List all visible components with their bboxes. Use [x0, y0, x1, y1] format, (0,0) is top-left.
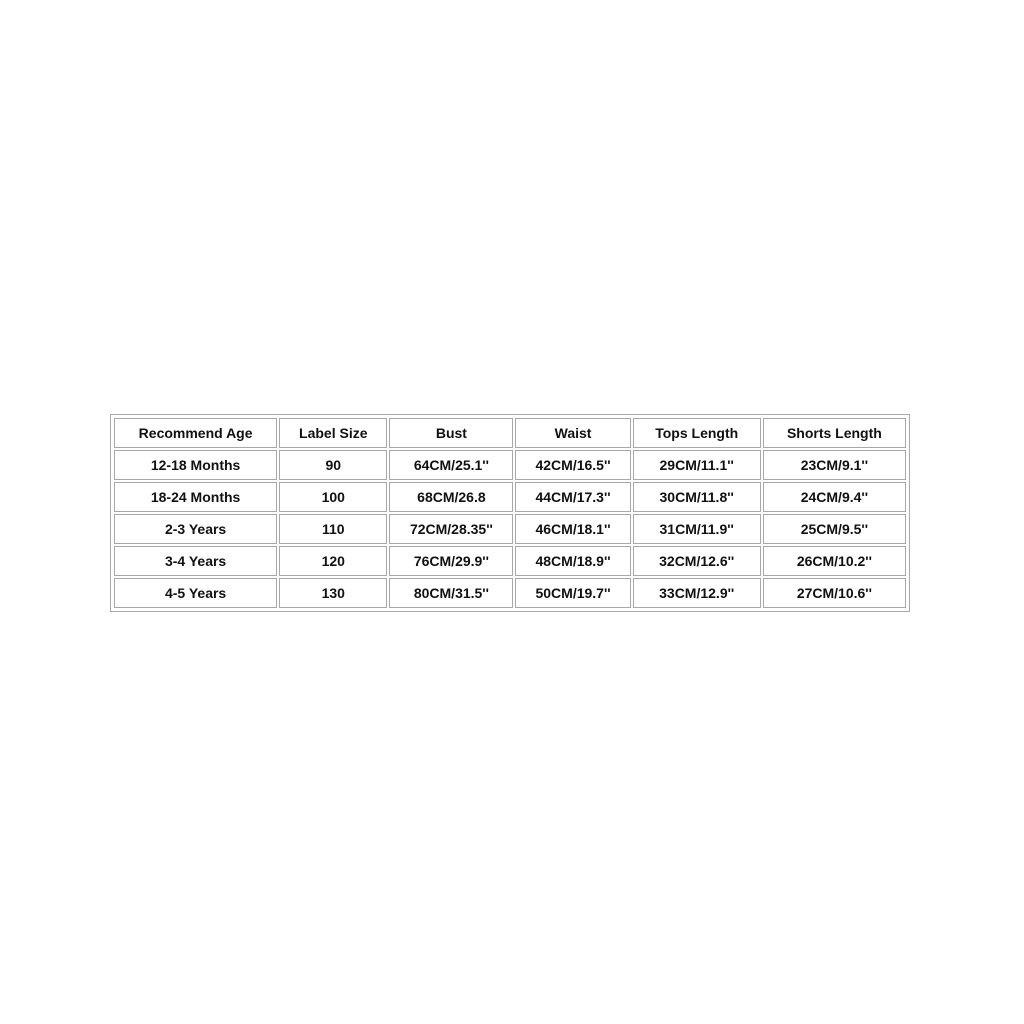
- table-cell: 46CM/18.1'': [515, 514, 630, 544]
- table-cell: 18-24 Months: [114, 482, 277, 512]
- table-row: [114, 514, 906, 544]
- header-cell: Shorts Length: [763, 418, 906, 448]
- table-cell: 42CM/16.5'': [515, 450, 630, 480]
- table-cell: 72CM/28.35'': [389, 514, 513, 544]
- header-cell: Tops Length: [633, 418, 761, 448]
- header-cell: Recommend Age: [114, 418, 277, 448]
- table-cell: 3-4 Years: [114, 546, 277, 576]
- header-row: [114, 418, 906, 448]
- size-chart: [110, 414, 910, 612]
- table-row: [114, 578, 906, 608]
- table-row: [114, 546, 906, 576]
- table-cell: 64CM/25.1'': [389, 450, 513, 480]
- table-cell: 30CM/11.8'': [633, 482, 761, 512]
- table-cell: 100: [279, 482, 387, 512]
- table-cell: 68CM/26.8: [389, 482, 513, 512]
- table-cell: 25CM/9.5'': [763, 514, 906, 544]
- table-cell: 29CM/11.1'': [633, 450, 761, 480]
- table-cell: 26CM/10.2'': [763, 546, 906, 576]
- table-cell: 23CM/9.1'': [763, 450, 906, 480]
- table-cell: 76CM/29.9'': [389, 546, 513, 576]
- table-row: [114, 482, 906, 512]
- table-cell: 32CM/12.6'': [633, 546, 761, 576]
- table-cell: 80CM/31.5'': [389, 578, 513, 608]
- table-cell: 44CM/17.3'': [515, 482, 630, 512]
- table-cell: 120: [279, 546, 387, 576]
- table-cell: 31CM/11.9'': [633, 514, 761, 544]
- table-cell: 50CM/19.7'': [515, 578, 630, 608]
- table-cell: 2-3 Years: [114, 514, 277, 544]
- table-cell: 12-18 Months: [114, 450, 277, 480]
- table-cell: 24CM/9.4'': [763, 482, 906, 512]
- table-cell: 110: [279, 514, 387, 544]
- table-cell: 33CM/12.9'': [633, 578, 761, 608]
- table-cell: 4-5 Years: [114, 578, 277, 608]
- header-cell: Waist: [515, 418, 630, 448]
- header-cell: Label Size: [279, 418, 387, 448]
- table-cell: 90: [279, 450, 387, 480]
- table-row: [114, 450, 906, 480]
- table-cell: 48CM/18.9'': [515, 546, 630, 576]
- size-table: [112, 416, 908, 610]
- header-cell: Bust: [389, 418, 513, 448]
- table-cell: 27CM/10.6'': [763, 578, 906, 608]
- table-cell: 130: [279, 578, 387, 608]
